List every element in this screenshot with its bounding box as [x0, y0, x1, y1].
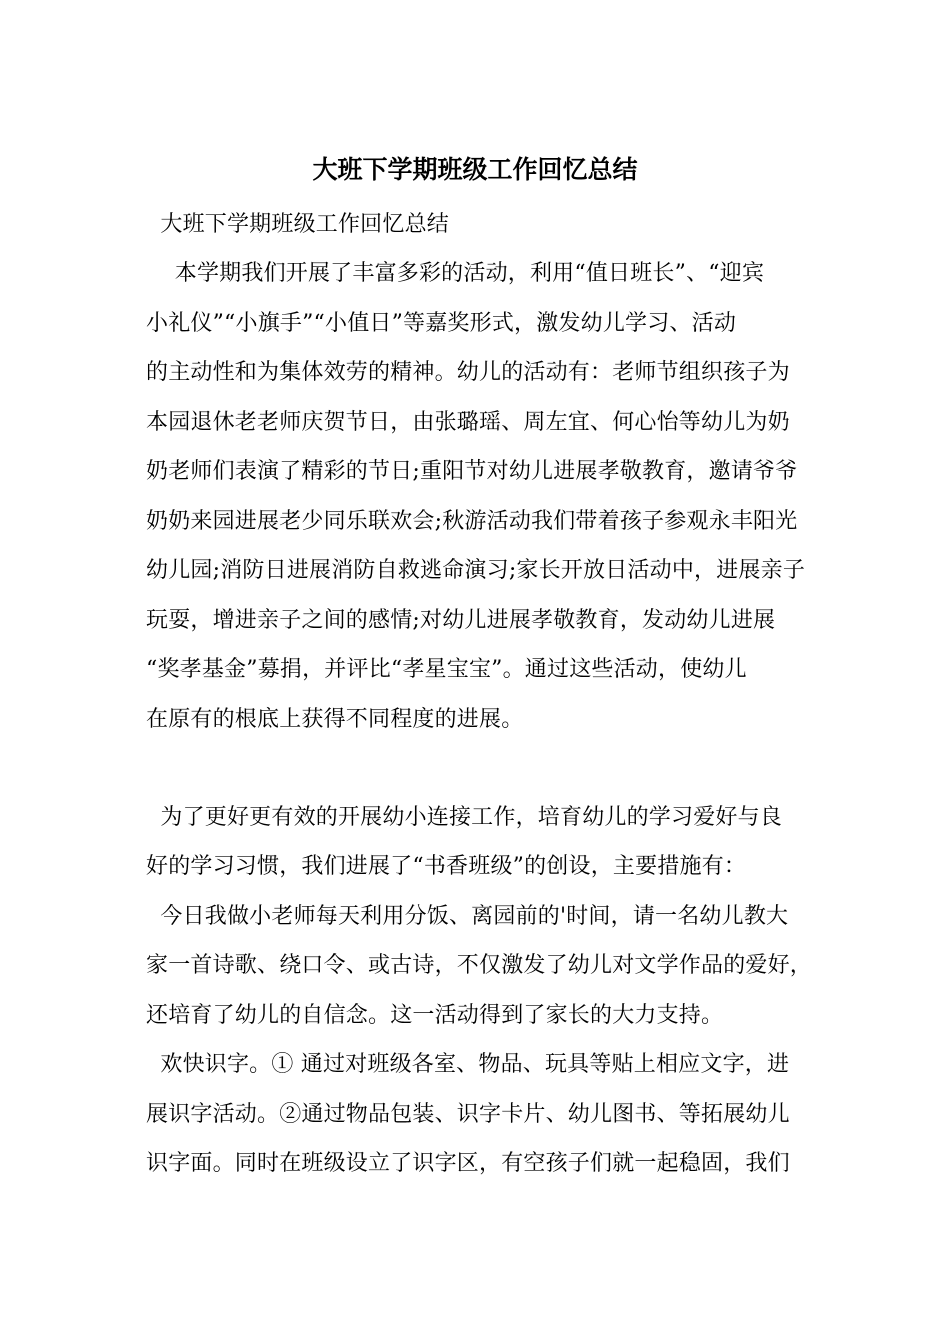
paragraph-line: 本学期我们开展了丰富多彩的活动，利用“值日班长”、“迎宾	[146, 261, 765, 286]
paragraph-line: 幼儿园;消防日进展消防自救逃命演习;家长开放日活动中，进展亲子	[146, 558, 806, 583]
paragraph-line: 奶奶来园进展老少同乐联欢会;秋游活动我们带着孩子参观永丰阳光	[146, 509, 798, 534]
paragraph-line: 家一首诗歌、绕口令、或古诗，不仅激发了幼儿对文学作品的爱好，	[146, 953, 813, 978]
paragraph-line: 小礼仪”“小旗手”“小值日”等嘉奖形式，激发幼儿学习、活动	[146, 311, 737, 336]
paragraph-line: 展识字活动。②通过物品包装、识字卡片、幼儿图书、等拓展幼儿	[146, 1102, 790, 1127]
paragraph-line: 的主动性和为集体效劳的精神。幼儿的活动有：老师节组织孩子为	[146, 360, 790, 385]
paragraph-line: 好的学习习惯，我们进展了“书香班级”的创设，主要措施有：	[146, 854, 747, 879]
paragraph-line: 识字面。同时在班级设立了识字区，有空孩子们就一起稳固，我们	[146, 1151, 790, 1176]
paragraph-line: 玩耍，增进亲子之间的感情;对幼儿进展孝敬教育，发动幼儿进展	[146, 608, 776, 633]
subtitle-line: 大班下学期班级工作回忆总结	[146, 212, 449, 237]
paragraph-line: 为了更好更有效的开展幼小连接工作，培育幼儿的学习爱好与良	[146, 805, 782, 830]
paragraph-line: 奶老师们表演了精彩的节日;重阳节对幼儿进展孝敬教育，邀请爷爷	[146, 459, 798, 484]
paragraph-line: 欢快识字。① 通过对班级各室、物品、玩具等贴上相应文字，进	[146, 1052, 790, 1077]
paragraph-line: “奖孝基金”募捐，并评比“孝星宝宝”。通过这些活动，使幼儿	[146, 657, 747, 682]
paragraph-line: 本园退休老老师庆贺节日，由张璐瑶、周左宜、何心怡等幼儿为奶	[146, 410, 790, 435]
paragraph-line: 在原有的根底上获得不同程度的进展。	[146, 707, 524, 732]
document-title: 大班下学期班级工作回忆总结	[312, 155, 638, 184]
paragraph-line: 还培育了幼儿的自信念。这一活动得到了家长的大力支持。	[146, 1003, 724, 1028]
paragraph-line: 今日我做小老师每天利用分饭、离园前的'时间，请一名幼儿教大	[146, 904, 789, 929]
